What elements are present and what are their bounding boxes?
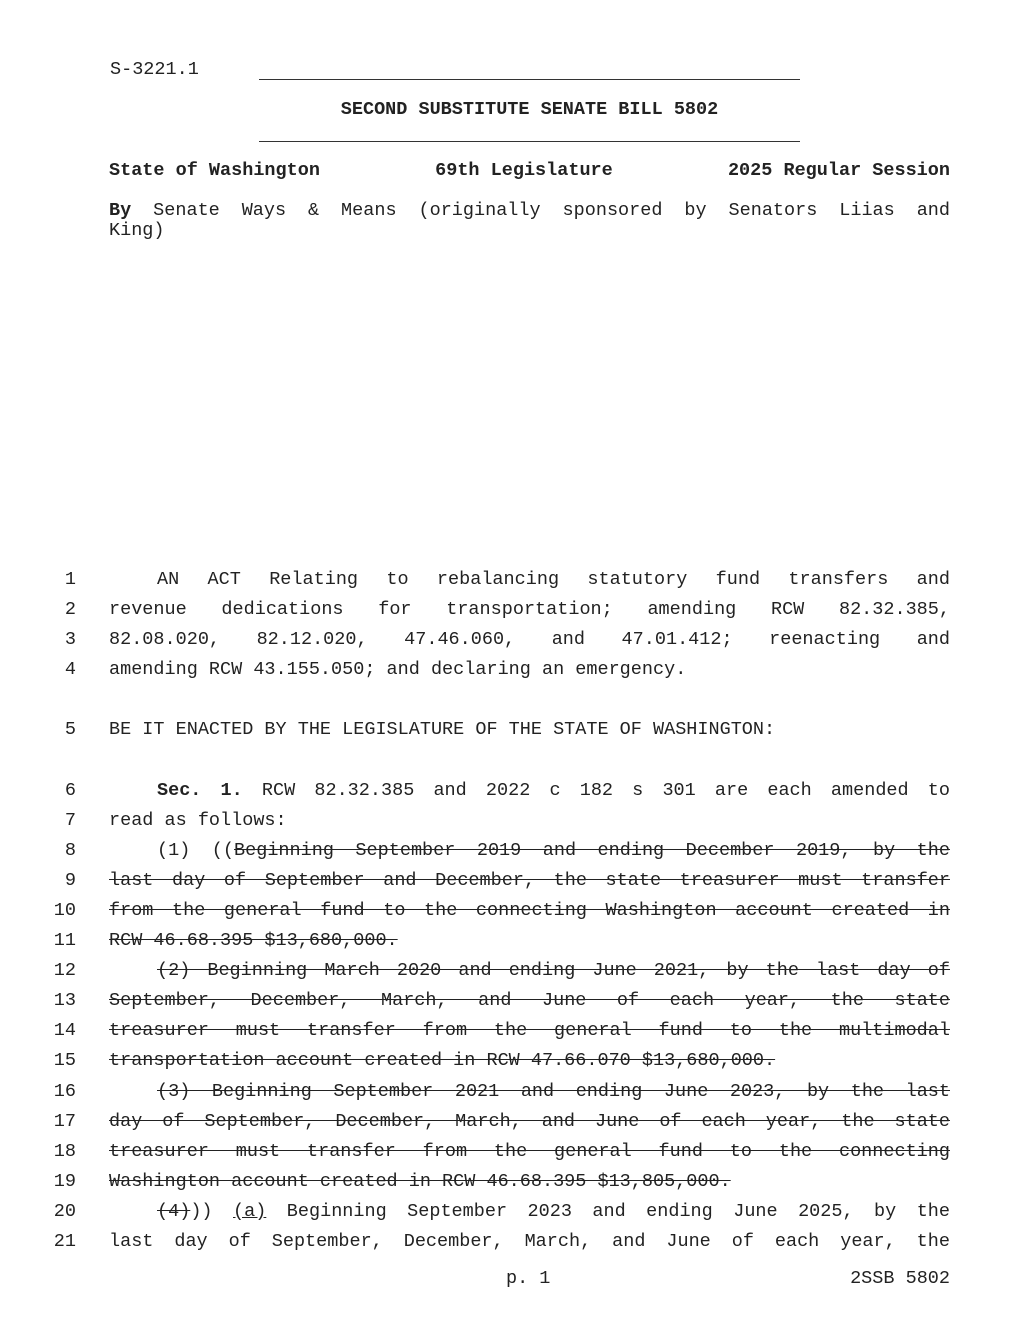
bill-line [109, 1050, 950, 1071]
line-number: 20 [53, 1201, 76, 1222]
section-heading-line [109, 780, 950, 801]
bill-line: amending RCW 43.155.050; and declaring an emergency. [109, 659, 687, 680]
subsection-marker: (1) (( [157, 840, 235, 861]
bill-line: revenue dedications for transportation; amending RCW 82.32.385, [109, 599, 950, 620]
bill-line: AN ACT Relating to rebalancing statutory fund transfers and [157, 569, 950, 590]
deleted-line: (3) Beginning September 2021 and ending June 2023, by the last [157, 1081, 950, 1102]
title-rule-top [259, 79, 800, 80]
sponsor-block [109, 201, 950, 241]
line-text: Beginning September 2023 and ending June 2025, by the [286, 1201, 951, 1222]
line-number: 15 [53, 1050, 76, 1071]
bill-line [109, 840, 950, 861]
deleted-line: from the general fund to the connecting Washington account created in [109, 900, 950, 921]
bill-line: last day of September, December, March, and June of each year, the [109, 1231, 950, 1252]
title-rule-bottom [259, 141, 800, 142]
deleted-line: treasurer must transfer from the general fund to the connecting [109, 1141, 950, 1162]
sponsor-text-1: Senate Ways & Means (originally sponsored by Senators Liias and [153, 200, 950, 221]
state-name: State of Washington [109, 160, 320, 181]
by-label: By [109, 200, 132, 221]
bill-line: read as follows: [109, 810, 287, 831]
inserted-text: (a) [233, 1201, 267, 1222]
section-text: RCW 82.32.385 and 2022 c 182 s 301 are each amended to [261, 780, 950, 801]
bill-line: 82.08.020, 82.12.020, 47.46.060, and 47.01.412; reenacting and [109, 629, 950, 650]
line-number: 4 [64, 659, 76, 680]
line-number: 2 [64, 599, 76, 620]
deleted-text: Beginning September 2019 and ending December 2019, by the [234, 840, 950, 861]
line-number: 16 [53, 1081, 76, 1102]
line-number: 19 [53, 1171, 76, 1192]
line-number: 1 [64, 569, 76, 590]
line-number: 8 [64, 840, 76, 861]
line-number: 18 [53, 1141, 76, 1162]
session-name: 2025 Regular Session [727, 160, 950, 181]
line-number: 7 [64, 810, 76, 831]
document-id: S-3221.1 [110, 59, 199, 80]
line-number: 13 [53, 990, 76, 1011]
bill-line [109, 930, 950, 951]
bill-line [109, 1171, 950, 1192]
deleted-line: last day of September and December, the state treasurer must transfer [109, 870, 950, 891]
bill-line [109, 1201, 950, 1222]
line-number: 5 [64, 719, 76, 740]
line-number: 21 [53, 1231, 76, 1252]
line-number: 9 [64, 870, 76, 891]
deleted-text: transportation account created in RCW 47.66.070 $13,680,000. [109, 1050, 776, 1071]
line-number: 11 [53, 930, 76, 951]
enacting-clause: BE IT ENACTED BY THE LEGISLATURE OF THE STATE OF WASHINGTON: [109, 719, 776, 740]
line-number: 6 [64, 780, 76, 801]
line-number: 17 [53, 1111, 76, 1132]
deleted-line: treasurer must transfer from the general fund to the multimodal [109, 1020, 950, 1041]
sponsor-line-2: King) [109, 220, 165, 241]
line-number: 3 [64, 629, 76, 650]
bill-short-name: 2SSB 5802 [850, 1268, 950, 1289]
deleted-line: September, December, March, and June of each year, the state [109, 990, 950, 1011]
deleted-text: Washington account created in RCW 46.68.395 $13,805,000. [109, 1171, 731, 1192]
legislature-header [109, 160, 950, 181]
sponsor-line-1 [109, 201, 950, 221]
legislature-number: 69th Legislature [435, 160, 613, 181]
deletion-close: )) [190, 1201, 213, 1222]
section-label: Sec. 1. [157, 780, 243, 801]
line-number: 14 [53, 1020, 76, 1041]
page-number: p. 1 [506, 1268, 551, 1289]
deleted-line: (2) Beginning March 2020 and ending June 2021, by the last day of [157, 960, 950, 981]
deleted-subsection-number: (4) [157, 1201, 191, 1222]
deleted-text: RCW 46.68.395 $13,680,000. [109, 930, 398, 951]
line-number: 12 [53, 960, 76, 981]
deleted-line: day of September, December, March, and June of each year, the state [109, 1111, 950, 1132]
bill-title: SECOND SUBSTITUTE SENATE BILL 5802 [340, 99, 719, 120]
line-number: 10 [53, 900, 76, 921]
